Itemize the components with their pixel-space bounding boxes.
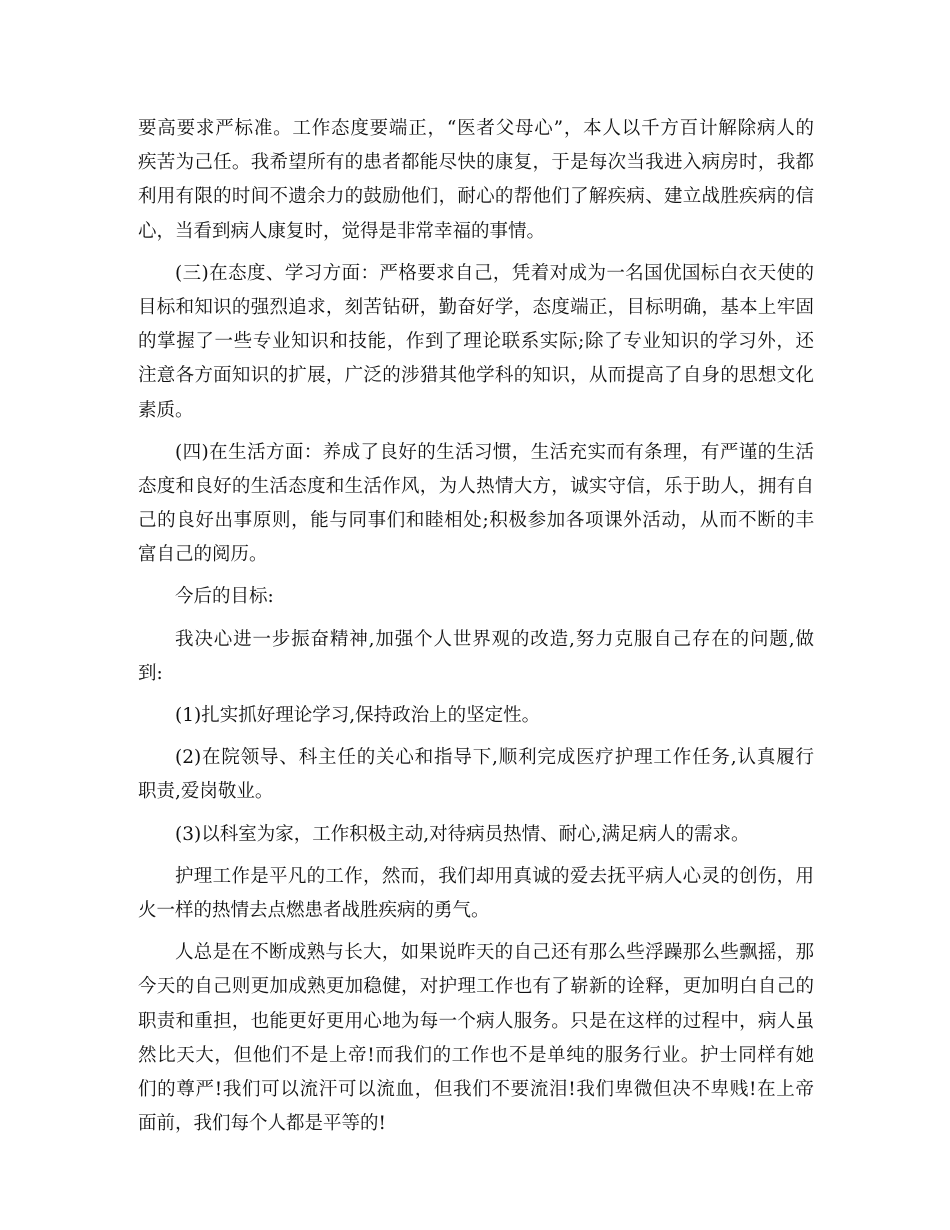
text-line: 素质。 bbox=[138, 399, 194, 421]
paragraph bbox=[138, 112, 814, 249]
text-line: 们的尊严!我们可以流汗可以流血，但我们不要流泪!我们卑微但决不卑贱!在上帝 bbox=[138, 1078, 814, 1100]
paragraph bbox=[138, 623, 814, 691]
text-line: 心，当看到病人康复时，觉得是非常幸福的事情。 bbox=[138, 220, 546, 242]
paragraph bbox=[138, 741, 814, 809]
paragraph bbox=[138, 860, 814, 928]
text-line: 我决心进一步振奋精神,加强个人世界观的改造,努力克服自己存在的问题,做 bbox=[175, 628, 814, 650]
paragraph bbox=[138, 936, 814, 1141]
text-line: 注意各方面知识的扩展，广泛的涉猎其他学科的知识，从而提高了自身的思想文化 bbox=[138, 365, 814, 387]
text-line: 利用有限的时间不遗余力的鼓励他们，耐心的帮他们了解疾病、建立战胜疾病的信 bbox=[138, 186, 814, 208]
text-line: (2)在院领导、科主任的关心和指导下,顺利完成医疗护理工作任务,认真履行 bbox=[175, 747, 814, 769]
paragraph bbox=[138, 580, 814, 614]
text-line: 目标和知识的强烈追求，刻苦钻研，勤奋好学，态度端正，目标明确，基本上牢固 bbox=[138, 296, 814, 318]
text-line: 态度和良好的生活态度和生活作风，为人热情大方，诚实守信，乐于助人，拥有自 bbox=[138, 475, 814, 497]
text-line: 要高要求严标准。工作态度要端正，“医者父母心”，本人以千方百计解除病人的 bbox=[138, 118, 814, 139]
text-line: (1)扎实抓好理论学习,保持政治上的坚定性。 bbox=[175, 705, 541, 726]
text-line: 职责和重担，也能更好更用心地为每一个病人服务。只是在这样的过程中，病人虽 bbox=[138, 1010, 814, 1032]
text-line: 己的良好出事原则，能与同事们和睦相处;积极参加各项课外活动，从而不断的丰 bbox=[138, 510, 814, 532]
text-line: 护理工作是平凡的工作，然而，我们却用真诚的爱去抚平病人心灵的创伤，用 bbox=[175, 865, 814, 887]
paragraph bbox=[138, 257, 814, 428]
text-line: 然比天大，但他们不是上帝!而我们的工作也不是单纯的服务行业。护士同样有她 bbox=[138, 1044, 814, 1066]
paragraph bbox=[138, 436, 814, 573]
paragraph bbox=[138, 818, 814, 852]
document-body bbox=[138, 112, 814, 1141]
text-line: 今天的自己则更加成熟更加稳健，对护理工作也有了崭新的诠释，更加明白自己的 bbox=[138, 976, 814, 998]
text-line: 到: bbox=[138, 662, 163, 684]
text-line: (三)在态度、学习方面：严格要求自己，凭着对成为一名国优国标白衣天使的 bbox=[175, 262, 814, 284]
text-line: 职责,爱岗敬业。 bbox=[138, 781, 274, 803]
text-line: 面前，我们每个人都是平等的! bbox=[138, 1113, 386, 1135]
text-line: 今后的目标: bbox=[175, 586, 274, 608]
text-line: (3)以科室为家，工作积极主动,对待病员热情、耐心,满足病人的需求。 bbox=[175, 823, 750, 845]
text-line: 人总是在不断成熟与长大，如果说昨天的自己还有那么些浮躁那么些飘摇，那 bbox=[175, 942, 814, 964]
text-line: 火一样的热情去点燃患者战胜疾病的勇气。 bbox=[138, 899, 490, 921]
paragraph bbox=[138, 699, 814, 733]
text-line: 富自己的阅历。 bbox=[138, 544, 268, 566]
text-line: 的掌握了一些专业知识和技能，作到了理论联系实际;除了专业知识的学习外，还 bbox=[138, 331, 814, 353]
text-line: 疾苦为己任。我希望所有的患者都能尽快的康复，于是每次当我进入病房时，我都 bbox=[138, 152, 814, 174]
text-line: (四)在生活方面：养成了良好的生活习惯，生活充实而有条理，有严谨的生活 bbox=[175, 441, 814, 463]
